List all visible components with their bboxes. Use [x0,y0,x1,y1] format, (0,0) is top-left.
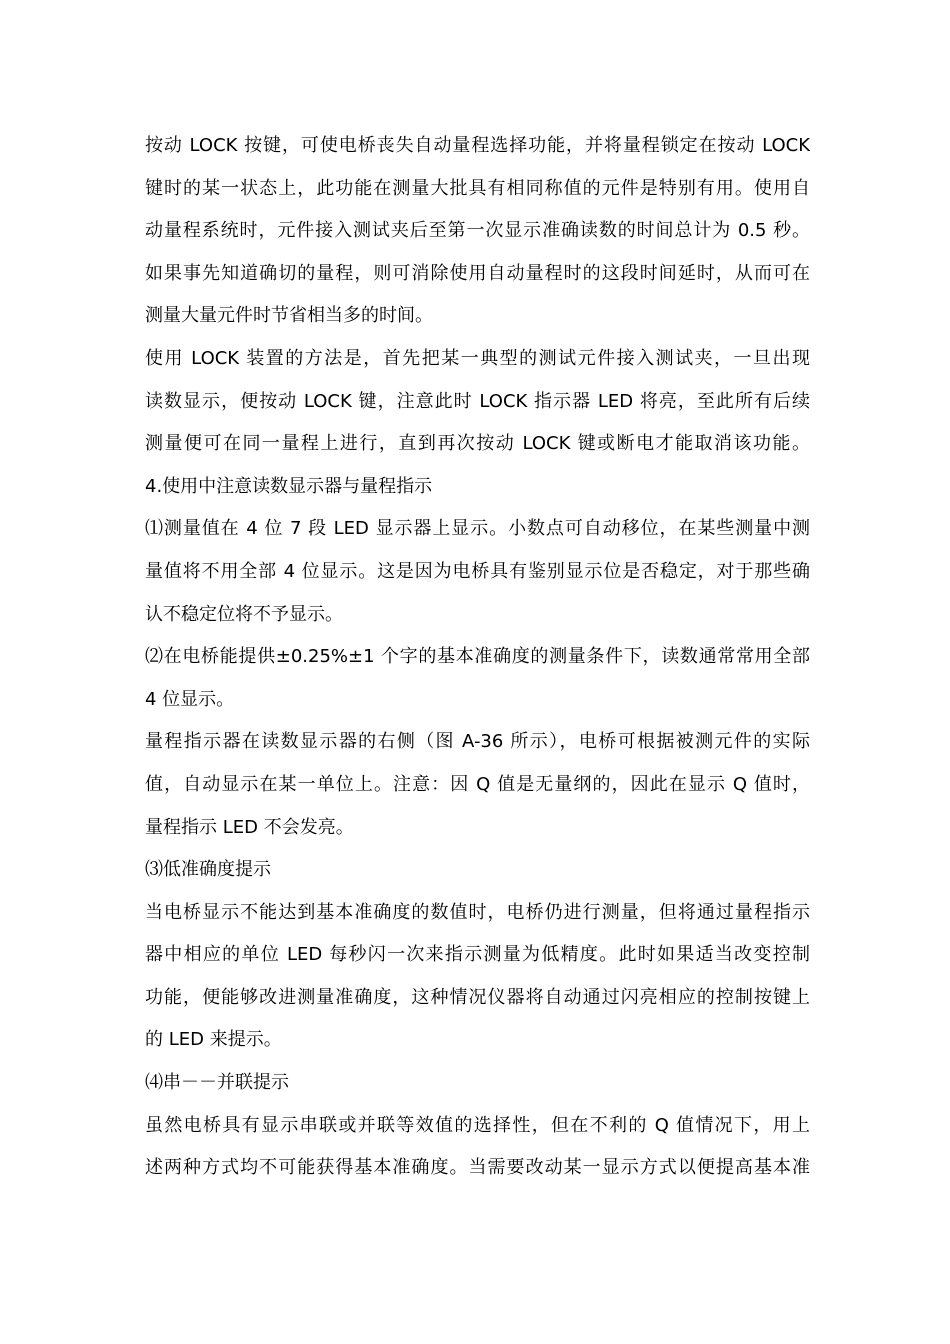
text-line: 当电桥显示不能达到基本准确度的数值时，电桥仍进行测量，但将通过量程指示 [145,901,810,923]
text-line: 值，自动显示在某一单位上。注意：因 Q 值是无量纲的，因此在显示 Q 值时， [145,773,810,795]
text-line: 量程指示器在读数显示器的右侧（图 A-36 所示），电桥可根据被测元件的实际 [145,731,810,753]
text-line: 认不稳定位将不予显示。 [145,603,343,625]
text-line: 动量程系统时，元件接入测试夹后至第一次显示准确读数的时间总计为 0.5 秒。 [145,220,810,242]
subsection-heading: ⑷串－－并联提示 [145,1072,289,1094]
text-line: 按动 LOCK 按键，可使电桥丧失自动量程选择功能，并将量程锁定在按动 LOCK [145,135,810,156]
text-line: 如果事先知道确切的量程，则可消除使用自动量程时的这段时间延时，从而可在 [145,262,810,284]
text-line: ⑴测量值在 4 位 7 段 LED 显示器上显示。小数点可自动移位，在某些测量中测 [145,518,810,540]
text-line: 测量大量元件时节省相当多的时间。 [145,305,433,327]
text-line: 述两种方式均不可能获得基本准确度。当需要改动某一显示方式以便提高基本准 [145,1157,810,1179]
text-line: 量值将不用全部 4 位显示。这是因为电桥具有鉴别显示位是否稳定，对于那些确 [145,560,810,582]
section-heading: 4.使用中注意读数显示器与量程指示 [145,475,433,497]
document-body [145,125,810,1190]
text-line: 读数显示，便按动 LOCK 键，注意此时 LOCK 指示器 LED 将亮，至此所有后续 [145,390,810,412]
text-line: 键时的某一状态上，此功能在测量大批具有相同称值的元件是特别有用。使用自 [145,177,810,199]
text-line: 功能，便能够改进测量准确度，这种情况仪器将自动通过闪亮相应的控制按键上 [145,986,810,1008]
text-line: 的 LED 来提示。 [145,1029,282,1051]
subsection-heading: ⑶低准确度提示 [145,859,271,881]
text-line: 使用 LOCK 装置的方法是，首先把某一典型的测试元件接入测试夹，一旦出现 [145,347,810,369]
text-line: 虽然电桥具有显示串联或并联等效值的选择性，但在不利的 Q 值情况下，用上 [145,1114,810,1136]
text-line: 测量便可在同一量程上进行，直到再次按动 LOCK 键或断电才能取消该功能。 [145,433,810,455]
text-line: 量程指示 LED 不会发亮。 [145,816,354,838]
text-line: ⑵在电桥能提供±0.25%±1 个字的基本准确度的测量条件下，读数通常常用全部 [145,646,810,668]
text-line: 4 位显示。 [145,688,235,710]
text-line: 器中相应的单位 LED 每秒闪一次来指示测量为低精度。此时如果适当改变控制 [145,944,810,966]
